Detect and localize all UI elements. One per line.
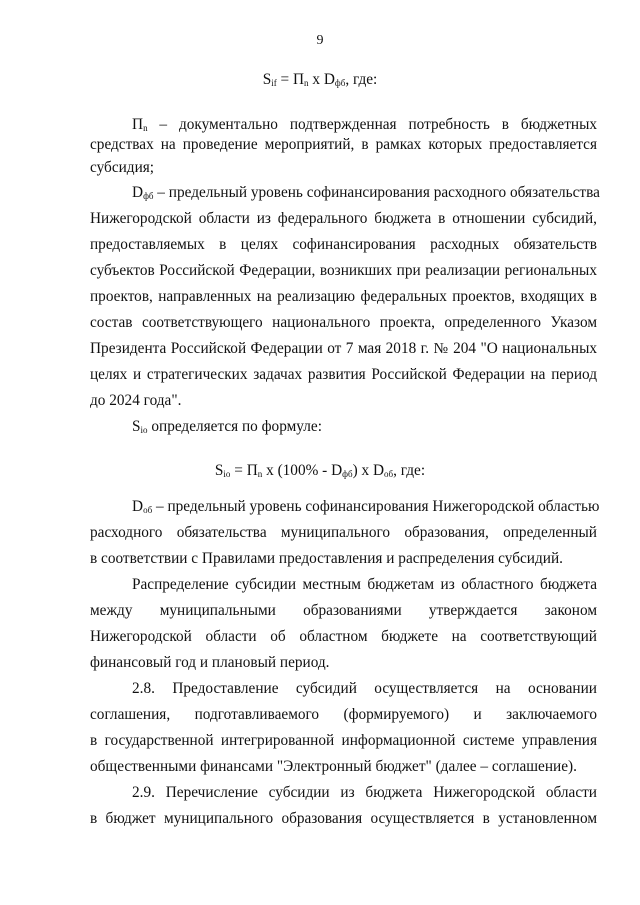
- definition-dob-line-1: $D_{об}$ – предельный уровень софинансирования Нижегородской областью: [132, 498, 600, 515]
- definition-dfb-line-5: проектов, направленных на реализацию федеральных проектов, входящих в: [90, 288, 597, 305]
- formula-subsidy-federal: $S_{if} = П_n$ x $D_{фб}$, где:: [262, 71, 378, 88]
- page-number: 9: [316, 33, 324, 48]
- definition-dfb-line-9: до 2024 года".: [90, 392, 182, 409]
- definition-dfb-line-2: Нижегородской области из федерального бюджета в отношении субсидий,: [90, 210, 597, 227]
- clause-2-8-line-4: общественными финансами "Электронный бюджет" (далее – соглашение).: [90, 758, 577, 775]
- formula-subsidy-local: $S_{io} = П_n$ x $(100\% - D_{фб})$ x $D_{об}$, где:: [214, 462, 426, 479]
- definition-dob-line-2: расходного обязательства муниципального образования, определенный: [90, 524, 597, 541]
- definition-dfb-line-8: целях и стратегических задачах развития Российской Федерации на период: [90, 366, 597, 383]
- definition-dfb-line-6: состав соответствующего национального проекта, определенного Указом: [90, 314, 597, 331]
- distribution-line-4: финансовый год и плановый период.: [90, 654, 330, 671]
- clause-2-9-line-2: в бюджет муниципального образования осуществляется в установленном: [90, 810, 597, 827]
- definition-pn-line-1: $П_n$ – документально подтвержденная потребность в бюджетных: [132, 116, 597, 133]
- distribution-line-1: Распределение субсидии местным бюджетам из областного бюджета: [132, 576, 597, 593]
- distribution-line-2: между муниципальными образованиями утверждается законом: [90, 602, 597, 619]
- definition-dfb-line-1: $D_{фб}$ – предельный уровень софинансирования расходного обязательства: [132, 184, 600, 201]
- clause-2-8-line-3: в государственной интегрированной информационной системе управления: [90, 732, 597, 749]
- clause-2-8-line-1: 2.8. Предоставление субсидий осуществляется на основании: [132, 680, 597, 697]
- definition-pn-line-2: средствах на проведение мероприятий, в рамках которых предоставляется: [90, 136, 597, 153]
- clause-2-9-line-1: 2.9. Перечисление субсидии из бюджета Нижегородской области: [132, 784, 597, 801]
- definition-dob-line-3: в соответствии с Правилами предоставления и распределения субсидий.: [90, 550, 563, 567]
- definition-pn-line-3: субсидия;: [90, 159, 155, 176]
- sio-intro: $S_{io}$ определяется по формуле:: [132, 418, 322, 435]
- definition-dfb-line-4: субъектов Российской Федерации, возникших при реализации региональных: [90, 262, 597, 279]
- distribution-line-3: Нижегородской области об областном бюджете на соответствующий: [90, 628, 597, 645]
- clause-2-8-line-2: соглашения, подготавливаемого (формируемого) и заключаемого: [90, 706, 597, 723]
- definition-dfb-line-3: предоставляемых в целях софинансирования расходных обязательств: [90, 236, 597, 253]
- definition-dfb-line-7: Президента Российской Федерации от 7 мая 2018 г. № 204 "О национальных: [90, 340, 597, 357]
